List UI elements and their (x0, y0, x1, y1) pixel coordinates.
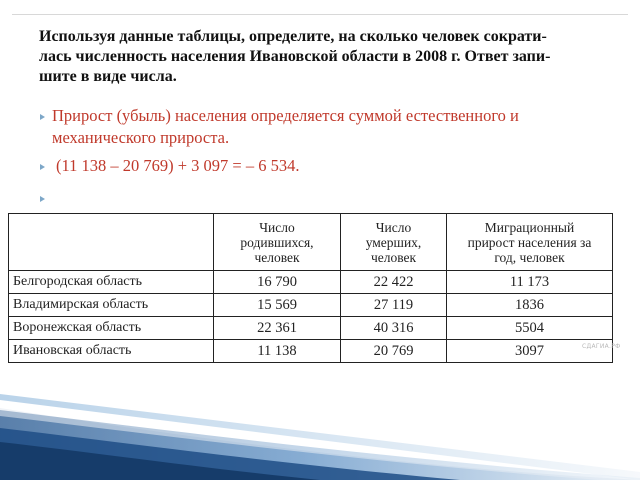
watermark: СДАГИА.РФ (582, 343, 621, 350)
region-name: Владимирская область (9, 294, 214, 317)
bullet-item (40, 105, 620, 149)
header-cell-births (214, 214, 341, 271)
region-name: Воронежская область (9, 317, 214, 340)
task-line: лась численность населения Ивановской области в 2008 г. Ответ запи- (39, 48, 551, 65)
table-row (9, 340, 613, 363)
bullet-line: механического прироста. (52, 128, 230, 147)
table-header-row (9, 214, 613, 271)
region-name: Ивановская область (9, 340, 214, 363)
migration-value: 1836 (447, 294, 613, 317)
header-line: родившихся, (240, 234, 314, 250)
region-name: Белгородская область (9, 271, 214, 294)
deaths-value: 22 422 (341, 271, 447, 294)
migration-value: 5504 (447, 317, 613, 340)
task-line: шите в виде числа. (39, 68, 177, 85)
migration-value: 3097 (447, 340, 613, 363)
task-line: Используя данные таблицы, определите, на сколько человек сократи- (39, 28, 547, 45)
bullet-marker-icon (40, 114, 45, 120)
table-row (9, 317, 613, 340)
bullet-line: Прирост (убыль) населения определяется суммой естественного и (52, 106, 519, 125)
table-row (9, 294, 613, 317)
solution-bullets (40, 105, 620, 177)
formula-line: (11 138 – 20 769) + 3 097 = – 6 534. (56, 156, 300, 175)
births-value: 16 790 (214, 271, 341, 294)
bullet-item (40, 155, 620, 177)
births-value: 11 138 (214, 340, 341, 363)
header-cell-deaths (341, 214, 447, 271)
header-line: Число (375, 219, 412, 235)
task-text (39, 27, 609, 87)
bullet-marker-icon (40, 164, 45, 170)
header-line: прирост населения за (467, 234, 592, 250)
births-value: 15 569 (214, 294, 341, 317)
population-table (8, 213, 613, 363)
header-line: человек (370, 249, 417, 265)
top-divider (12, 14, 628, 15)
deaths-value: 20 769 (341, 340, 447, 363)
header-line: Миграционный (484, 219, 575, 235)
deaths-value: 27 119 (341, 294, 447, 317)
header-line: год, человек (494, 249, 565, 265)
migration-value: 11 173 (447, 271, 613, 294)
header-line: Число (259, 219, 295, 235)
decorative-swoosh (0, 380, 640, 480)
header-cell-migration (447, 214, 613, 271)
header-line: человек (254, 249, 300, 265)
header-line: умерших, (365, 234, 422, 250)
header-cell-empty (9, 214, 214, 271)
births-value: 22 361 (214, 317, 341, 340)
deaths-value: 40 316 (341, 317, 447, 340)
table-row (9, 271, 613, 294)
bullet-marker-icon (40, 196, 45, 202)
